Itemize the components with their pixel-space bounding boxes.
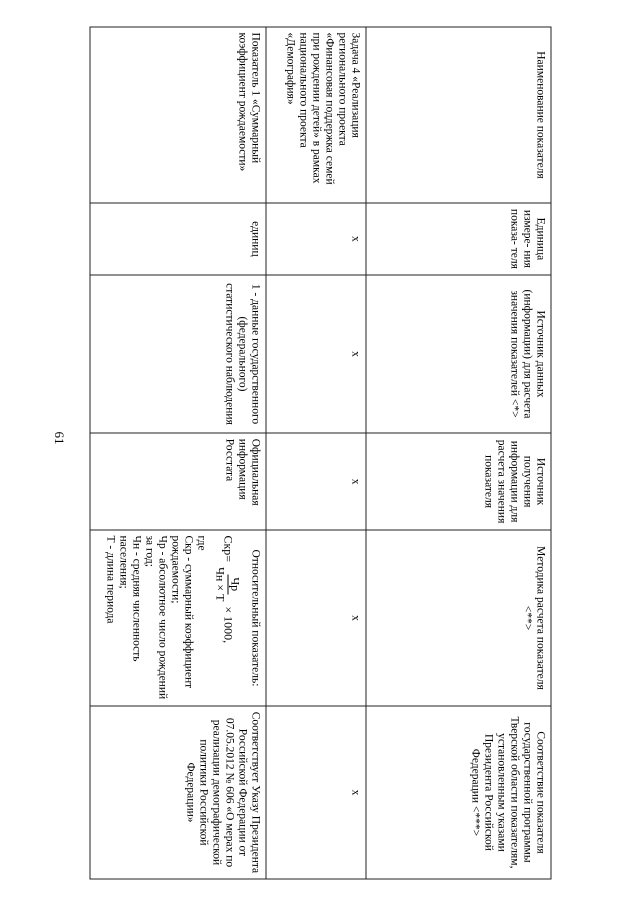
definition-t: Т - длина периода: [104, 535, 116, 624]
formula-numerator: Чр: [227, 574, 242, 594]
header-method: Методика расчета показателя <**>: [366, 530, 551, 706]
header-info-source: Источник получения информации для расчета значения показателя: [366, 433, 551, 530]
task-data-source: х: [266, 275, 366, 433]
header-name: Наименование показателя: [366, 27, 551, 203]
indicators-table: [89, 27, 551, 880]
definition-chn: Чн - средняя численность населения;: [117, 535, 142, 662]
task-method: х: [266, 530, 366, 706]
header-unit: Единица измере- ния показа- теля: [366, 203, 551, 275]
formula-lhs: Скр=: [221, 535, 235, 563]
indicator-method: [90, 530, 266, 706]
formula-definitions: [103, 535, 207, 700]
page-number: 61: [52, 431, 67, 445]
indicator-compliance: Соответствует Указу Президента Российской Федерации от 07.05.2012 № 606 «О мерах по реализации демографической политики Российской Федерации»: [90, 706, 266, 879]
header-data-source: Источник данных (информации) для расчета значения показателей <*>: [366, 275, 551, 433]
where-label: где: [195, 535, 207, 551]
formula-denominator: Чн × Т: [213, 567, 227, 602]
indicator-data-source: 1 - данные государственного (федерального) статистического наблюдения: [90, 275, 266, 433]
task-unit: х: [266, 203, 366, 275]
definition-chr: Чр - абсолютное число рождений за год;: [143, 535, 168, 700]
task-name: Задача 4 «Реализация регионального проекта «Финансовая поддержка семей при рождении детей» в рамках национального проекта «Демография»: [266, 27, 366, 203]
table-row-task: [266, 27, 366, 879]
task-info-source: х: [266, 433, 366, 530]
indicator-unit: единиц: [90, 203, 266, 275]
table-header-row: [366, 27, 551, 879]
task-compliance: х: [266, 706, 366, 879]
table-row-indicator: [90, 27, 266, 879]
definition-skr: Скр - суммарный коэффициент рождаемости;: [169, 535, 194, 689]
method-intro: Относительный показатель:: [249, 549, 261, 687]
header-compliance: Соответствие показателя государственной программы Тверской области показателям, установленным указами Президента Российской Федерации <***>: [366, 706, 551, 879]
formula-rhs: × 1000,: [221, 606, 235, 644]
indicator-name: Показатель 1 «Суммарный коэффициент рождаемости»: [90, 27, 266, 203]
indicator-info-source: Официальная информация Росстата: [90, 433, 266, 530]
formula-fraction: [213, 564, 242, 604]
birth-rate-formula: [213, 535, 242, 700]
